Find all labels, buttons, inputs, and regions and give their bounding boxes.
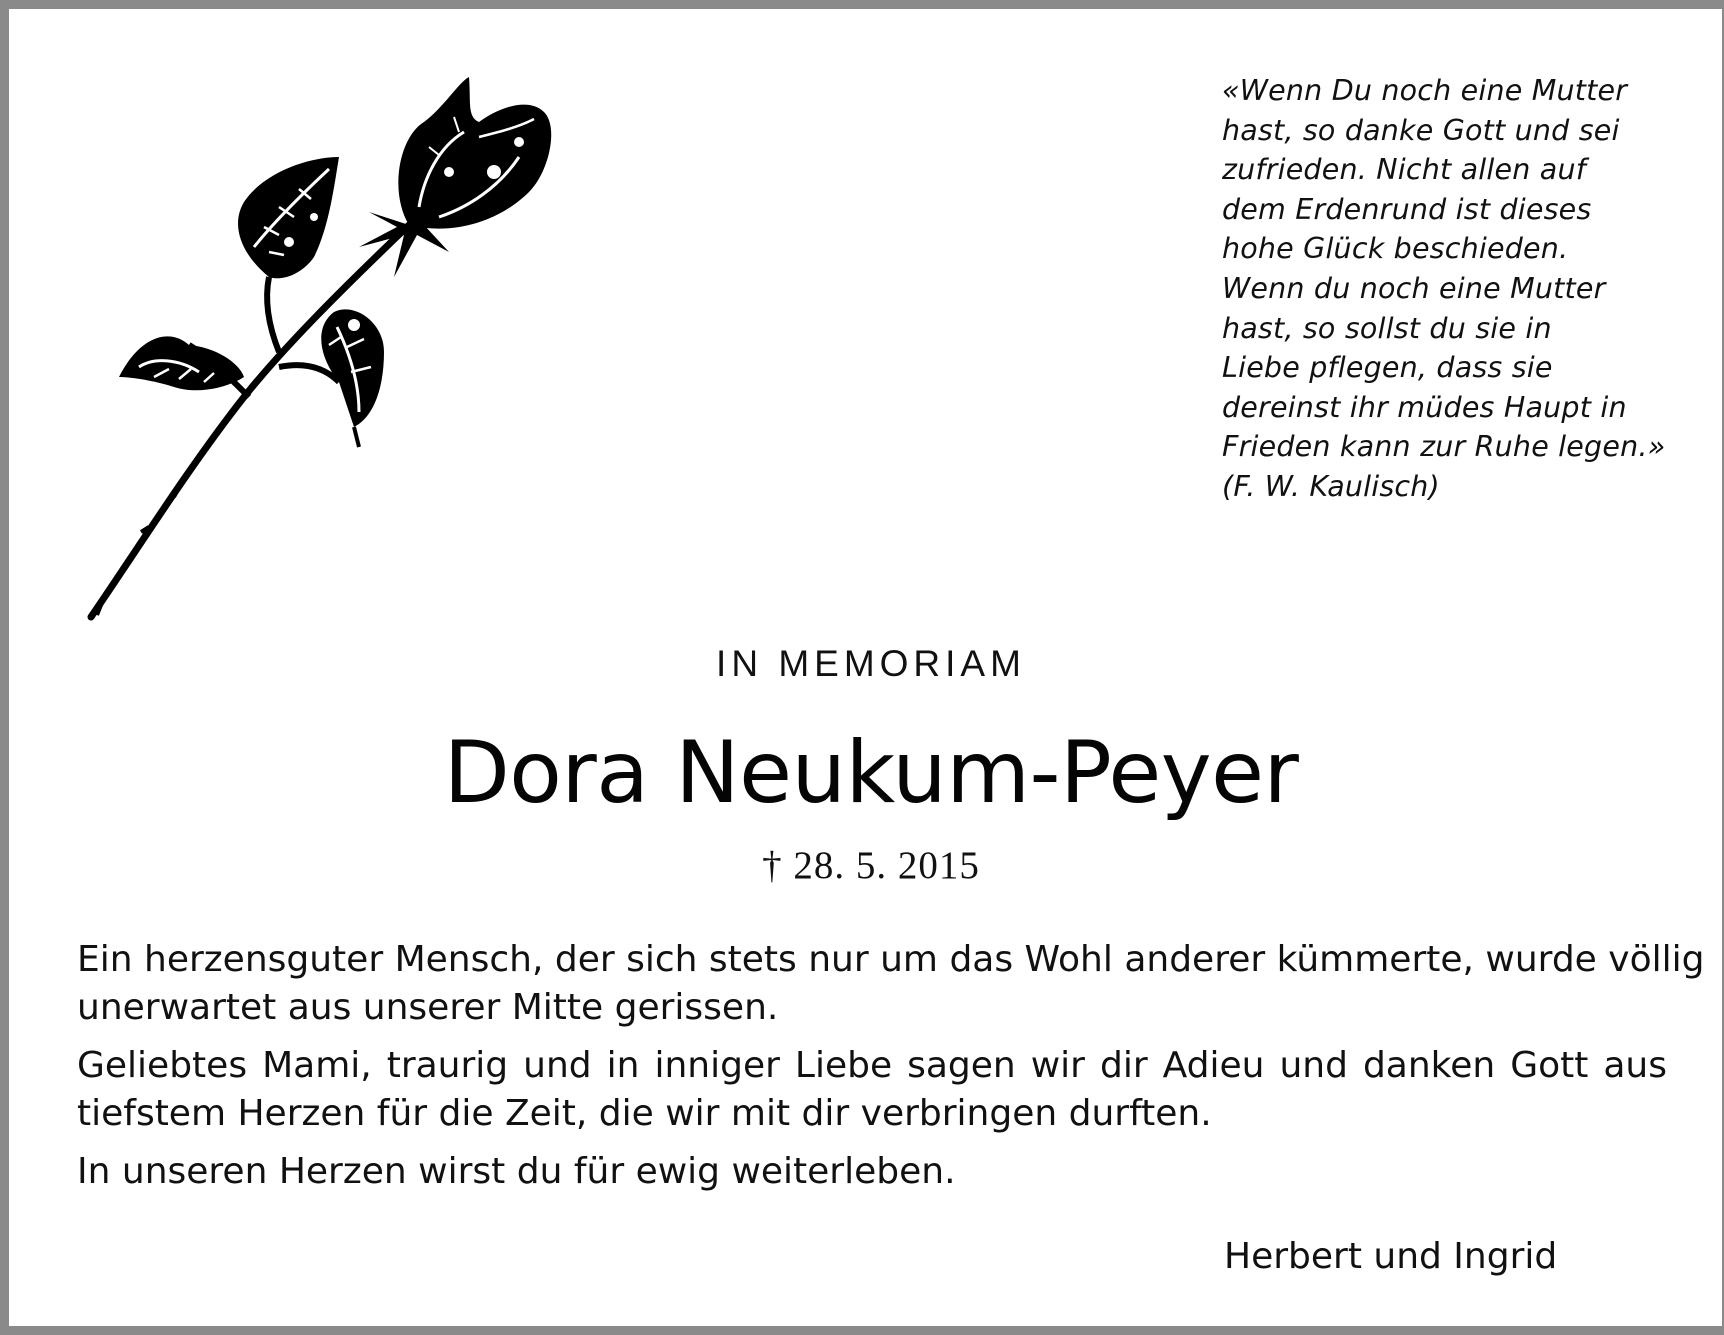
- quote-block: [1222, 71, 1702, 507]
- text-line: In unseren Herzen wirst du für ewig weiterleben.: [77, 1151, 956, 1192]
- quote-line: Wenn du noch eine Mutter: [1222, 271, 1606, 305]
- text-line: unerwartet aus unserer Mitte gerissen.: [77, 987, 779, 1028]
- quote-line: dem Erdenrund ist dieses: [1222, 192, 1592, 226]
- quote-line: Liebe pflegen, dass sie: [1222, 351, 1553, 385]
- text-line: tiefstem Herzen für die Zeit, die wir mit dir verbringen durften.: [77, 1093, 1212, 1134]
- quote-line: hohe Glück beschieden.: [1222, 232, 1569, 266]
- in-memoriam-heading: IN MEMORIAM: [716, 643, 1026, 684]
- signature: Herbert und Ingrid: [1224, 1236, 1558, 1277]
- deceased-name: Dora Neukum-Peyer: [443, 723, 1299, 823]
- paragraph: [77, 1042, 1667, 1138]
- quote-line: hast, so danke Gott und sei: [1222, 113, 1620, 147]
- quote-line: hast, so sollst du sie in: [1222, 311, 1552, 345]
- quote-line: Frieden kann zur Ruhe legen.»: [1222, 430, 1666, 464]
- paragraph: [77, 1148, 1667, 1196]
- quote-line: zufrieden. Nicht allen auf: [1222, 153, 1586, 187]
- quote-line: «Wenn Du noch eine Mutter: [1222, 74, 1628, 107]
- quote-attribution: (F. W. Kaulisch): [1222, 469, 1440, 503]
- text-line: Geliebtes Mami, traurig und in inniger Liebe sagen wir dir Adieu und danken Gott aus: [77, 1045, 1667, 1086]
- death-date: † 28. 5. 2015: [762, 844, 980, 887]
- paragraph: [77, 936, 1705, 1032]
- obituary-text: [77, 936, 1705, 1206]
- quote-line: dereinst ihr müdes Haupt in: [1222, 390, 1627, 424]
- text-line: Ein herzensguter Mensch, der sich stets nur um das Wohl anderer kümmerte, wurde völlig: [77, 939, 1705, 980]
- rose-illustration: [79, 77, 619, 637]
